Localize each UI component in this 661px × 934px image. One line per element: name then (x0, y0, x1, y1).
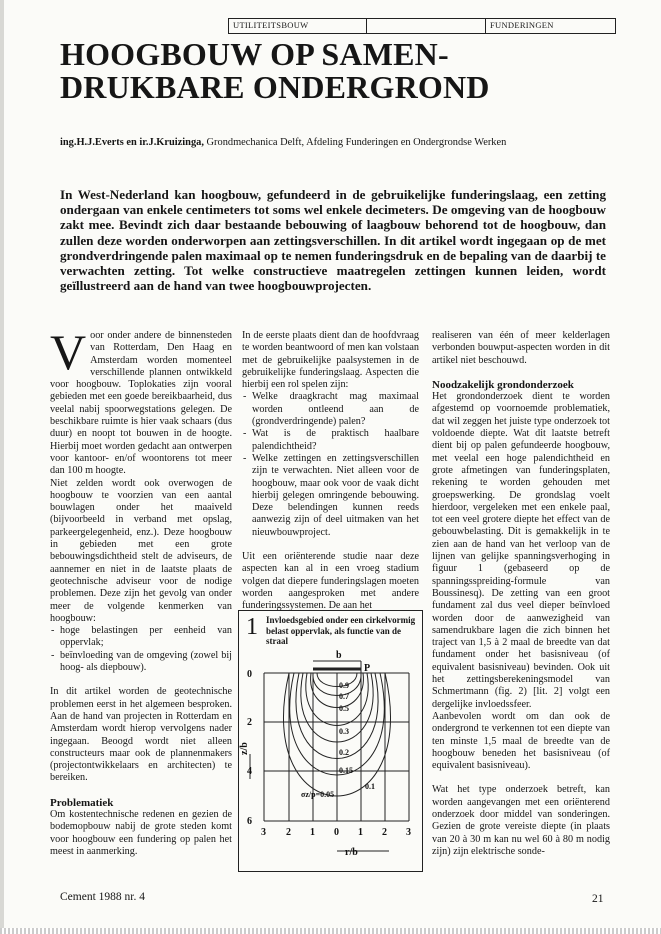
figure-caption: Invloedsgebied onder een cirkelvormig belast oppervlak, als functie van de straal (266, 615, 416, 646)
contour-label: 0.2 (339, 748, 349, 757)
b-label: b (336, 650, 342, 661)
contour-label: 0.3 (339, 727, 349, 736)
column-3 (432, 330, 610, 858)
authors-line (60, 137, 600, 148)
drop-cap: V (50, 324, 87, 380)
col1-p4: Om kostentechnische redenen en gezien de bodemopbouw nabij de grote steden komt voor hoogbouw een fundering op palen het meest in aanmerking. (50, 808, 232, 857)
x-tick: 1 (310, 827, 315, 838)
col3-p4: Wat het type onderzoek betreft, kan worden aangevangen met een oriënterend onderzoek door middel van sonderingen. Gezien de grote vereiste diepte (in plaats van 20 à 30 m kan nu wel 60 à 80 m nodig zijn) zijn elektrische sonde- (432, 784, 610, 857)
title-line-1: HOOGBOUW OP SAMEN- (60, 36, 449, 72)
lead-paragraph: In West-Nederland kan hoogbouw, gefundeerd in de gebruikelijke funderingslaag, een zetting ondergaan van enkele centimeters tot soms wel enkele decimeters. De omgeving van de hoogbouw zakt mee. Bevindt zich daar bestaande bebouwing of laagbouw behorend tot de hoogbouw, dan zullen deze worden onderworpen aan zettingsverschillen. In dit artikel wordt ingegaan op de met grondverdringende palen maximaal op te nemen funderingsdruk en de bepaling van de daarbij te verwachten zetting. Tot welke constructieve maatregelen zettingen kunnen leiden, wordt geïllustreerd aan de hand van twee hoogbouwprojecten. (60, 187, 606, 294)
column-2 (242, 330, 419, 613)
contour-label: 0.1 (365, 782, 375, 791)
x-tick: 3 (261, 827, 266, 838)
x-tick: 0 (334, 827, 339, 838)
figure-1 (238, 610, 423, 872)
col3-p2: Het grondonderzoek dient te worden afgestemd op voornoemde problematiek, dat wil zeggen het juiste type onderzoek tot voldoende diepte. Wat dit laatste betreft dient bij op palen gefundeerde hoogbouw, met veelal een hoge palendichtheid en grote afmetingen van funderingsplaten, rekening te worden gehouden met groepswerking. De grondslag voelt hierdoor, vergeleken met een enkele paal, tot een veel grotere diepte het effect van de gebouwbelasting. Dit is gemakkelijk in te zien aan de hand van het verloop van de lijnen van gelijke spanningsverhoging in figuur 1 (gebaseerd op de spanningsspreiding-formule van Boussinesq). De zetting van een groot fundament zal dus veel dieper beïnvloed worden door de aanwezigheid van samendrukbare lagen die zich binnen het traject van 1,5 à 2 maal de breedte van dat fundament onder het basisniveau (of equivalent basisniveau) bevinden. Ook uit het zettingsberekeningsmodel van Schmertmann (fig. 2) [lit. 2] volgt een dergelijke invloedssfeer. (432, 391, 610, 710)
column-1 (50, 324, 232, 858)
section-header-spacer (367, 19, 486, 33)
contour-label: 0.9 (339, 681, 349, 690)
stress-bulb-diagram (239, 650, 422, 869)
figure-number: 1 (246, 614, 258, 640)
list-item: - Wat is de praktisch haalbare palendichtheid? (252, 428, 419, 453)
y-axis-label: z/b (239, 742, 250, 755)
y-tick: 0 (247, 669, 252, 680)
author-affiliation: Grondmechanica Delft, Afdeling Funderingen en Ondergrondse Werken (206, 137, 507, 148)
y-tick: 6 (247, 816, 252, 827)
list-item: - Welke zettingen en zettingsverschillen zijn te verwachten. Niet alleen voor de hoogbouw, maar ook voor de vaak dicht hierbij gelegen omringende bebouwing. Deze belendingen kunnen reeds aanwezig zijn of deel uitmaken van het nieuwbouwproject. (252, 453, 419, 539)
col3-p3: Aanbevolen wordt om dan ook de ondergrond te verkennen tot een diepte van ten minste 1,5 maal de breedte van de hoogbouw beneden het basisniveau (of equivalent basisniveau). (432, 710, 610, 772)
section-label-right: FUNDERINGEN (490, 20, 554, 30)
x-tick: 3 (406, 827, 411, 838)
y-tick: 2 (247, 717, 252, 728)
col2-bullets (242, 391, 419, 539)
x-tick: 2 (382, 827, 387, 838)
page-number: 21 (592, 893, 604, 905)
heading-grondonderzoek: Noodzakelijk grondonderzoek (432, 378, 574, 391)
col1-p2: Niet zelden wordt ook overwogen de hoogbouw te voorzien van een aantal bouwlagen onder het maaiveld (bijvoorbeeld in verband met opslag, parkeergelegenheid, enz.). Deze hoogbouw in gebieden met een grote bebouwingsdichtheid stelt de adviseurs, de aannemer en niet in de laatste plaats de geotechnische adviseur voor de nodige problemen. Deze zijn het gevolg van onder meer de volgende kenmerken van hoogbouw: (50, 477, 232, 624)
heading-problematiek: Problematiek (50, 796, 114, 809)
journal-issue: Cement 1988 nr. 4 (60, 891, 145, 903)
list-item: - beïnvloeding van de omgeving (zowel bij hoog- als diepbouw). (60, 650, 232, 675)
list-item: - Welke draagkracht mag maximaal worden ontleend aan de (grondverdringende) palen? (252, 391, 419, 428)
sigma-label: σz/p=0.05 (301, 790, 335, 799)
col2-p1: In de eerste plaats dient dan de hoofdvraag te worden beantwoord of men kan volstaan met de gebruikelijke paalsystemen in de gebruikelijke funderingslaag. Aspecten die hierbij een rol spelen zijn: (242, 330, 419, 391)
col1-p3: In dit artikel worden de geotechnische problemen eerst in het algemeen besproken. Aan de hand van projecten in Rotterdam en Amsterdam wordt hierop vervolgens nader ingegaan. Beoogd wordt niet alleen constructeurs maar ook de plannenmakers (projectontwikkelaars en architecten) te bereiken. (50, 686, 232, 784)
col2-p2: Uit een oriënterende studie naar deze aspecten kan al in een vroeg stadium volgen dat diepere funderingslagen moeten worden aangesproken met andere funderingssystemen. De aan het (242, 551, 419, 612)
scan-artifact (0, 928, 661, 934)
col1-bullets (50, 625, 232, 674)
x-tick: 1 (358, 827, 363, 838)
contour-label: 0.15 (339, 766, 353, 775)
contour-label: 0.5 (339, 704, 349, 713)
y-tick: 4 (247, 766, 252, 777)
intro-paragraph (50, 324, 232, 478)
col3-p1: realiseren van één of meer kelderlagen verbonden bouwput-aspecten worden in dit artikel niet beschouwd. (432, 330, 610, 366)
section-header (228, 18, 616, 34)
p-label: P (364, 663, 371, 674)
x-tick: 2 (286, 827, 291, 838)
contour-label: 0.7 (339, 692, 349, 701)
binding-edge (0, 0, 4, 934)
article-title (60, 38, 580, 104)
author-names: ing.H.J.Everts en ir.J.Kruizinga, (60, 137, 204, 148)
col1-p1: oor onder andere de binnensteden van Rotterdam, Den Haag en Amsterdam worden momenteel verschillende plannen ontwikkeld voor hoogbouw. Toplokaties zijn vooral gebieden met een goede bereikbaarheid, dus veelal nabij spoorwegstations gelegen. De beschikbare ruimte is hier vaak schaars (dus duur) en noopt tot bouwen in de hoogte. Hierbij moet worden gedacht aan ontwerpen voor kantoor- en/of woontorens tot meer dan 100 m hoogte. (50, 330, 232, 477)
list-item: - hoge belastingen per eenheid van oppervlak; (60, 625, 232, 650)
x-axis-label: r/b (345, 847, 358, 858)
title-line-2: DRUKBARE ONDERGROND (60, 69, 490, 105)
section-label-left: UTILITEITSBOUW (229, 19, 367, 33)
